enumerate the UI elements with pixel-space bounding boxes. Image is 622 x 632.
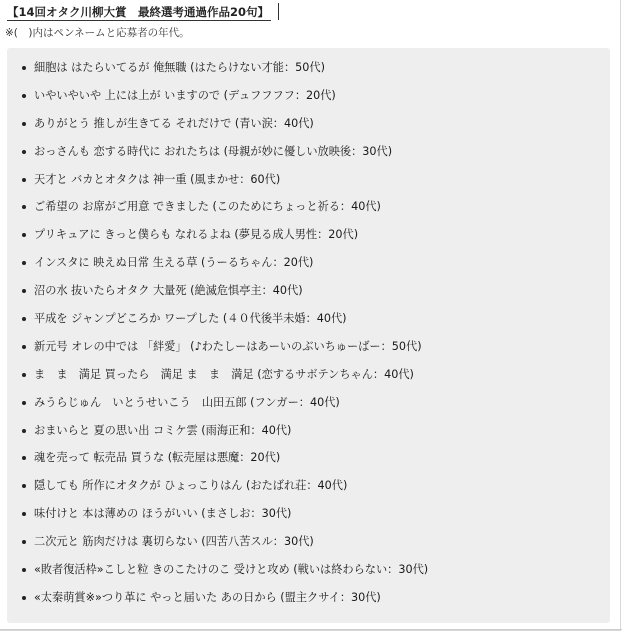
bullet-icon [22, 429, 26, 433]
list-item [7, 562, 610, 590]
bullet-icon [22, 233, 26, 237]
entry-text: おっさんも 恋する時代に おれたちは (母親が妙に優しい放映後：30代) [34, 144, 393, 158]
list-item [7, 339, 610, 367]
entry-text: 味付けと 本は薄めの ほうがいい (まさしお：30代) [34, 507, 292, 521]
page-title: 【14回オタク川柳大賞 最終選考通過作品20句】 [7, 5, 270, 19]
bullet-icon [22, 596, 26, 600]
bullet-icon [22, 401, 26, 405]
bullet-icon [22, 94, 26, 98]
entry-text: みうらじゅん いとうせいこう 山田五郎 (フンガー：40代) [34, 395, 340, 409]
list-item [7, 395, 610, 423]
list-item [7, 478, 610, 506]
bullet-icon [22, 345, 26, 349]
entry-text: おまいらと 夏の思い出 コミケ雲 (雨海正和：40代) [34, 423, 292, 437]
bullet-icon [22, 373, 26, 377]
list-item [7, 116, 610, 144]
title-divider [278, 3, 279, 20]
entry-text: ご希望の お席がご用意 できました (このためにちょっと祈る：40代) [34, 200, 381, 214]
entries-box [7, 48, 610, 623]
entry-text: ま ま 満足 買ったら 満足 ま ま 満足 (恋するサボテンちゃん：40代) [34, 367, 414, 381]
entry-text: 新元号 オレの中では 「絆愛」 (♪わたしーはあーいのぶいちゅーばー：50代) [34, 339, 422, 353]
entry-text: «敗者復活枠»こしと粒 きのこたけのこ 受けと攻め (戦いは終わらない：30代) [34, 563, 429, 577]
bullet-icon [22, 317, 26, 321]
entry-text: プリキュアに きっと僕らも なれるよね (夢見る成人男性：20代) [34, 228, 359, 242]
list-item [7, 144, 610, 172]
penname-note: ※( )内はペンネームと応募者の年代。 [5, 27, 190, 39]
bullet-icon [22, 178, 26, 182]
bullet-icon [22, 289, 26, 293]
list-item [7, 367, 610, 395]
entry-text: 平成を ジャンプどころか ワープした (４０代後半未婚：40代) [34, 312, 347, 326]
bottom-rule [0, 629, 622, 630]
bullet-icon [22, 150, 26, 154]
entries-list [7, 48, 610, 618]
list-item [7, 423, 610, 451]
bullet-icon [22, 456, 26, 460]
entry-text: 細胞は はたらいてるが 俺無職 (はたらけない才能：50代) [34, 61, 325, 74]
list-item [7, 199, 610, 227]
list-item [7, 450, 610, 478]
list-item [7, 506, 610, 534]
bullet-icon [22, 205, 26, 209]
bullet-icon [22, 568, 26, 572]
list-item [7, 311, 610, 339]
list-item [7, 283, 610, 311]
entry-text: 隠しても 所作にオタクが ひょっこりはん (おたばれ荘：40代) [34, 479, 348, 493]
list-item [7, 590, 610, 618]
bullet-icon [22, 484, 26, 488]
entry-text: ありがとう 推しが生きてる それだけで (青い涙：40代) [34, 116, 314, 130]
list-item [7, 534, 610, 562]
bullet-icon [22, 512, 26, 516]
bullet-icon [22, 540, 26, 544]
bullet-icon [22, 261, 26, 265]
entry-text: 沼の水 抜いたらオタク 大量死 (絶滅危惧亭主：40代) [34, 284, 303, 298]
entry-text: «太秦萌賞※»つり革に やっと届いた あの日から (盟主クサイ：30代) [34, 590, 381, 604]
list-item [7, 88, 610, 116]
entry-text: 二次元と 筋肉だけは 裏切らない (四苦八苦スル：30代) [34, 535, 314, 549]
list-item [7, 60, 610, 88]
entry-text: いやいやいや 上には上が いますので (デュフフフフ：20代) [34, 88, 336, 102]
entry-text: 魂を売って 転売品 買うな (転売屋は悪魔：20代) [34, 451, 281, 465]
bullet-icon [22, 66, 26, 70]
list-item [7, 172, 610, 200]
entry-text: 天才と バカとオタクは 神一重 (風まかせ：60代) [34, 172, 281, 186]
list-item [7, 227, 610, 255]
list-item [7, 255, 610, 283]
bullet-icon [22, 122, 26, 126]
entry-text: インスタに 映えぬ日常 生える草 (うーるちゃん：20代) [34, 256, 314, 270]
